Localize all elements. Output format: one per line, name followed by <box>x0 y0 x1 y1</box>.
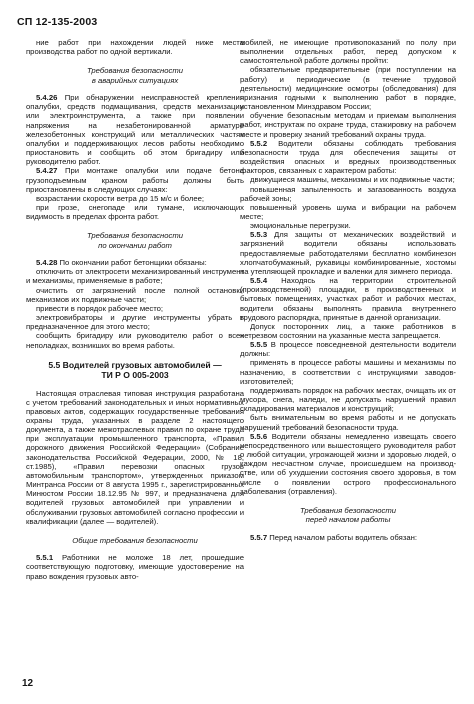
heading-text: Требования безопасности по окончании работ <box>86 231 184 250</box>
list-item: эмоциональные перегрузки. <box>250 221 351 231</box>
paragraph: Настоящая отраслевая типовая инструкция разработана с учетом требований законодательных и иных нормативных правовых актов, содержащих государственные требования охраны труда, указанных в разделе 2 настоящего документа, а также межотраслевых правил по охране труда при эксплуатации промышленного транспорта, «Правил дорожного движения Российской Федерации» (Собрание законодательства Российской Федерации, 2000, № 18, ст.1985), «Правил перевозки опасных грузов автомобильным транспортом», утвержденных приказом Минтранса России от 8 августа 1995 г., зарегистрированных Минюстом России 18.12.95 № 997, и предназначена для водителей грузовых автомобилей при управлении и обслуживании грузовых автомобилей согласно профессии и квалификации (далее — водителей). <box>26 388 244 526</box>
list-item: повышенный уровень шума и вибрации на рабочем месте; <box>240 202 456 221</box>
clause-5-4-28 <box>26 258 244 267</box>
heading-text: Требования безопасности в аварийных ситуациях <box>86 66 184 85</box>
clause-5-5-1 <box>26 553 244 580</box>
clause-text: При монтаже опалубки или подаче бетона грузоподъемным краном работы должны быть приостановлены в следующих случаях: <box>26 166 244 194</box>
clause-text: Перед началом работы водитель обязан: <box>267 532 418 542</box>
left-column <box>26 38 244 581</box>
clause-number: 5.5.1 <box>36 553 54 563</box>
section-heading <box>26 536 244 545</box>
list-item: привести в порядок рабочее место; <box>36 303 164 313</box>
clause-5-4-26 <box>26 93 244 166</box>
section-heading <box>26 66 244 85</box>
clause-text: Работники не моложе 18 лет, прошедшие соответствующую подготовку, имеющие удостоверение на право вождения грузовых авто- <box>26 553 244 581</box>
right-column <box>240 38 456 542</box>
clause-5-5-7 <box>240 533 456 542</box>
list-item: быть внимательным во время работы и не допускать нарушений требований безопасности труда. <box>240 413 456 432</box>
paragraph: ние работ при нахождении людей ниже места производства работ по одной вертикали. <box>26 38 244 57</box>
clause-number: 5.5.6 <box>250 431 268 441</box>
heading-text: Общие требования безопасности <box>72 535 198 545</box>
clause-5-5-3 <box>240 230 456 276</box>
clause-5-4-27 <box>26 166 244 193</box>
paragraph: Допуск посторонних лиц, а также работников в нетрезвом состоянии на указанные места запрещается. <box>240 321 456 340</box>
list-item: применять в процессе работы машины и механизмы по назначению, в соответствии с инструкциями заводов-изготовителей; <box>240 358 456 386</box>
list-item: обязательные предварительные (при поступлении на работу) и периодические (в течение трудовой деятельности) медицинские осмотры (обследования) для признания годными к выполнению работ в порядке, установленном Минздравом России; <box>240 65 456 112</box>
clause-text: Водители обязаны немедленно извещать своего непосредственного или вышестоящего руководителя работ о любой ситуации, угрожающей жизни и здоровью людей, о каждом несчастном случае, происшедшем на производстве, или об ухудшении состояния своего здоровья, в том числе о появлении острого профессионального заболевания (отравления). <box>240 431 456 496</box>
clause-number: 5.4.27 <box>36 166 58 176</box>
clause-text: Водители обязаны соблюдать требования безопасности труда для обеспечения защиты от воздействия опасных и вредных производственных факторов, связанных с характером работы: <box>240 138 456 176</box>
list-item: отключить от электросети механизированный инструмент и механизмы, применяемые в работе; <box>26 267 244 286</box>
clause-number: 5.5.7 <box>250 532 268 542</box>
clause-text: При обнаружении неисправностей крепления опалубки, средств подмащивания, средств механизации или электроинструмента, а также при появлении напряжения на незабетонированной арматуре железобетонных конструкций или металлических частях опалубки и поддерживающих лесов работы необходимо приостановить и сообщить об этом бригадиру или руководителю работ. <box>26 93 244 167</box>
list-item: повышенная запыленность и загазованность воздуха рабочей зоны; <box>240 184 456 203</box>
list-item: обучение безопасным методам и приемам выполнения работ, инструктаж по охране труда, стажировку на рабочем месте и проверку знаний требований охраны труда. <box>240 111 456 139</box>
clause-5-5-2 <box>240 139 456 176</box>
clause-number: 5.5.5 <box>250 340 268 350</box>
list-item: электровибраторы и другие инструменты убрать в предназначенное для этого место; <box>26 313 244 332</box>
clause-number: 5.4.26 <box>36 93 58 103</box>
clause-text: В процессе повседневной деятельности водители должны: <box>240 340 456 359</box>
page-number: 12 <box>22 678 34 689</box>
list-item: очистить от загрязнений после полной остановки механизмов их подвижные части; <box>26 285 244 304</box>
clause-5-5-6 <box>240 432 456 496</box>
clause-number: 5.5.4 <box>250 276 268 286</box>
clause-text: По окончании работ бетонщики обязаны: <box>57 258 207 268</box>
list-item: при грозе, снегопаде или тумане, исключающих видимость в пределах фронта работ. <box>26 203 244 222</box>
section-title <box>26 360 244 381</box>
heading-text: 5.5 Водителей грузовых автомобилей — ТИ Р О 005-2003 <box>48 359 222 381</box>
clause-text: Для защиты от механических воздействий и загрязнений водители обязаны использовать предоставляемые работодателями бесплатно комбинезон хлопчатобумажный, рукавицы комбинированные, хостомы на утепляющей прокладке и валенки для зимнего периода. <box>240 230 456 276</box>
clause-number: 5.5.3 <box>250 230 268 240</box>
document-code: СП 12-135-2003 <box>17 16 98 28</box>
clause-number: 5.4.28 <box>36 258 58 268</box>
section-heading <box>26 231 244 250</box>
list-item: движущиеся машины, механизмы и их подвижные части; <box>250 175 455 185</box>
list-item: возрастании скорости ветра до 15 м/с и более; <box>36 193 205 203</box>
clause-number: 5.5.2 <box>250 138 268 148</box>
paragraph: мобилей, не имеющие противопоказаний по полу при выполнении отдельных работ, перед допуском к самостоятельной работе должны пройти: <box>240 38 456 66</box>
clause-5-5-4 <box>240 276 456 322</box>
clause-text: Находясь на территории строительной (производственной) площадки, в производственных и бытовых помещениях, участках работ и рабочих местах, водители обязаны выполнять правила внутреннего трудового распорядка, принятые в данной организации. <box>240 276 456 322</box>
clause-5-5-5 <box>240 340 456 358</box>
heading-text: Требования безопасности перед началом работы <box>299 505 397 525</box>
list-item: поддерживать порядок на рабочих местах, очищать их от мусора, снега, наледи, не допускать нарушений правил складирования материалов и конструкций; <box>240 385 456 414</box>
section-heading <box>240 506 456 525</box>
list-item: сообщить бригадиру или руководителю работ о всех неполадках, возникших во время работы. <box>26 331 244 350</box>
